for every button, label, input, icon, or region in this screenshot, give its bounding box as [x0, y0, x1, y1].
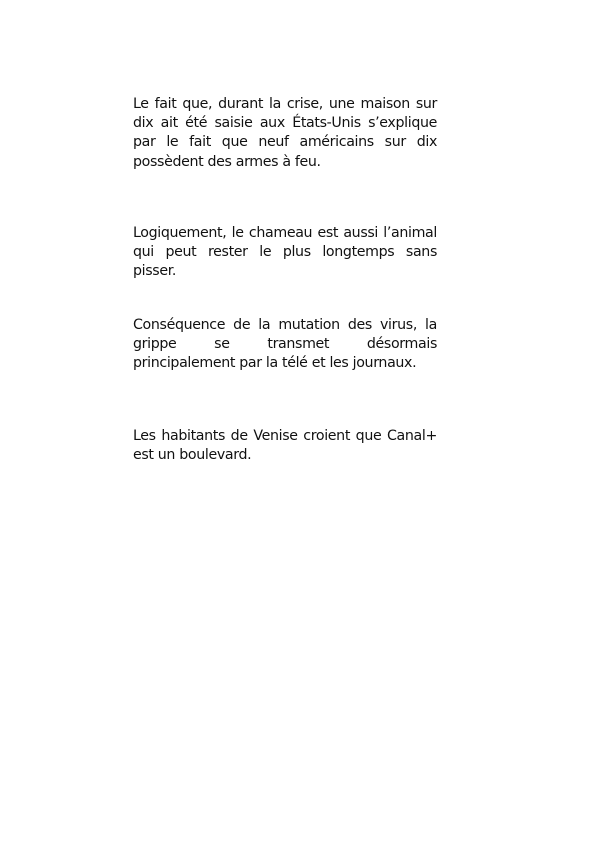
paragraph-3: Conséquence de la mutation des virus, la grippe se transmet désormais principalement par la télé et les journaux. — [133, 317, 437, 372]
paragraph-2: Logiquement, le chameau est aussi l’animal qui peut rester le plus longtemps sans pisser. — [133, 225, 437, 280]
paragraph-1: Le fait que, durant la crise, une maison sur dix ait été saisie aux États-Unis s’explique par le fait que neuf américains sur dix possèdent des armes à feu. — [133, 96, 437, 170]
paragraph-4: Les habitants de Venise croient que Canal+ est un boulevard. — [133, 428, 437, 464]
